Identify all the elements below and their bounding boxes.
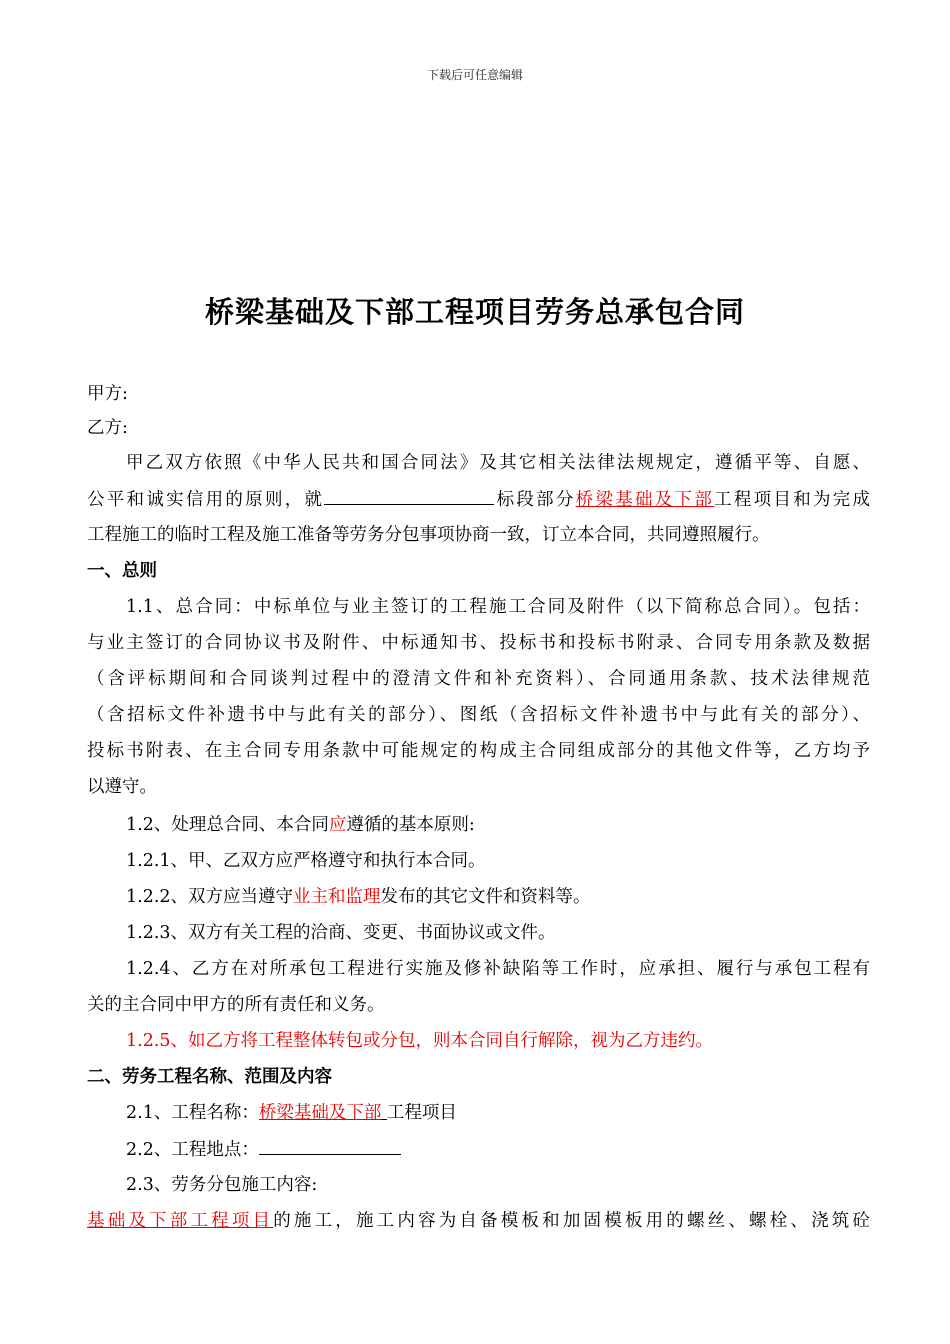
clause-1-2-5: 1.2.5、如乙方将工程整体转包或分包，则本合同自行解除，视为乙方违约。 <box>126 1031 714 1051</box>
clause-1-2-4-line-1: 1.2.4、乙方在对所承包工程进行实施及修补缺陷等工作时，应承担、履行与承包工程有 <box>126 959 870 979</box>
party-b-label: 乙方: <box>87 418 128 438</box>
section-blank <box>324 488 494 505</box>
clause-1-1-line-3: （含评标期间和合同谈判过程中的澄清文件和补充资料）、合同通用条款、技术法律规范 <box>87 669 870 689</box>
clause-text: 2.2、工程地点： <box>126 1140 259 1160</box>
intro-text: 工程项目和为完成 <box>714 490 870 510</box>
clause-text: 发布的其它文件和资料等。 <box>380 887 591 907</box>
intro-text: 标段部分 <box>494 490 576 510</box>
document-title: 桥梁基础及下部工程项目劳务总承包合同 <box>204 295 745 329</box>
clause-1-2-4-line-2: 关的主合同中甲方的所有责任和义务。 <box>87 995 385 1015</box>
header-note: 下载后可任意编辑 <box>426 68 523 82</box>
section-1-heading: 一、总则 <box>87 561 157 581</box>
clause-text: 的施工，施工内容为自备模板和加固模板用的螺丝、螺栓、浇筑砼 <box>273 1211 870 1231</box>
clause-2-2 <box>126 1138 870 1161</box>
clause-1-1-line-6: 以遵守。 <box>87 777 157 797</box>
project-name-highlight: 基础及下部工程项目 <box>87 1211 274 1231</box>
clause-text: 1.2.2、双方应当遵守 <box>126 887 294 907</box>
intro-line-3: 工程施工的临时工程及施工准备等劳务分包事项协商一致，订立本合同，共同遵照履行。 <box>87 525 770 545</box>
project-name-highlight: 桥梁基础及下部 <box>575 490 715 510</box>
clause-2-3: 2.3、劳务分包施工内容: <box>126 1175 318 1195</box>
clause-1-2 <box>126 814 870 836</box>
clause-text: 2.1、工程名称： <box>126 1103 259 1123</box>
section-2-heading: 二、劳务工程名称、范围及内容 <box>87 1067 332 1087</box>
intro-line-2 <box>87 488 870 511</box>
highlight-text: 应 <box>328 815 347 835</box>
clause-1-2-3: 1.2.3、双方有关工程的洽商、变更、书面协议或文件。 <box>126 923 556 943</box>
intro-text: 公平和诚实信用的原则，就 <box>87 490 325 510</box>
clause-text: 遵循的基本原则: <box>346 815 475 835</box>
intro-line-1: 甲乙双方依照《中华人民共和国合同法》及其它相关法律法规规定，遵循平等、自愿、 <box>126 453 870 473</box>
clause-1-1-line-2: 与业主签订的合同协议书及附件、中标通知书、投标书和投标书附录、合同专用条款及数据 <box>87 633 870 653</box>
clause-1-2-2 <box>126 886 870 908</box>
clause-2-1 <box>126 1102 870 1124</box>
party-a-label: 甲方: <box>87 384 128 404</box>
highlight-text: 业主和监理 <box>293 887 381 907</box>
clause-text: 工程项目 <box>386 1103 457 1123</box>
clause-2-3-line-1 <box>87 1210 870 1232</box>
project-name-highlight: 桥梁基础及下部 <box>258 1103 382 1123</box>
location-blank <box>259 1138 401 1155</box>
clause-1-2-1: 1.2.1、甲、乙双方应严格遵守和执行本合同。 <box>126 851 486 871</box>
clause-text: 1.2、处理总合同、本合同 <box>126 815 329 835</box>
clause-1-1-line-4: （含招标文件补遗书中与此有关的部分）、图纸（含招标文件补遗书中与此有关的部分）、 <box>87 705 870 725</box>
clause-1-1-line-1: 1.1、总合同：中标单位与业主签订的工程施工合同及附件（以下简称总合同）。包括： <box>126 597 870 617</box>
clause-1-1-line-5: 投标书附表、在主合同专用条款中可能规定的构成主合同组成部分的其他文件等，乙方均予 <box>87 741 870 761</box>
